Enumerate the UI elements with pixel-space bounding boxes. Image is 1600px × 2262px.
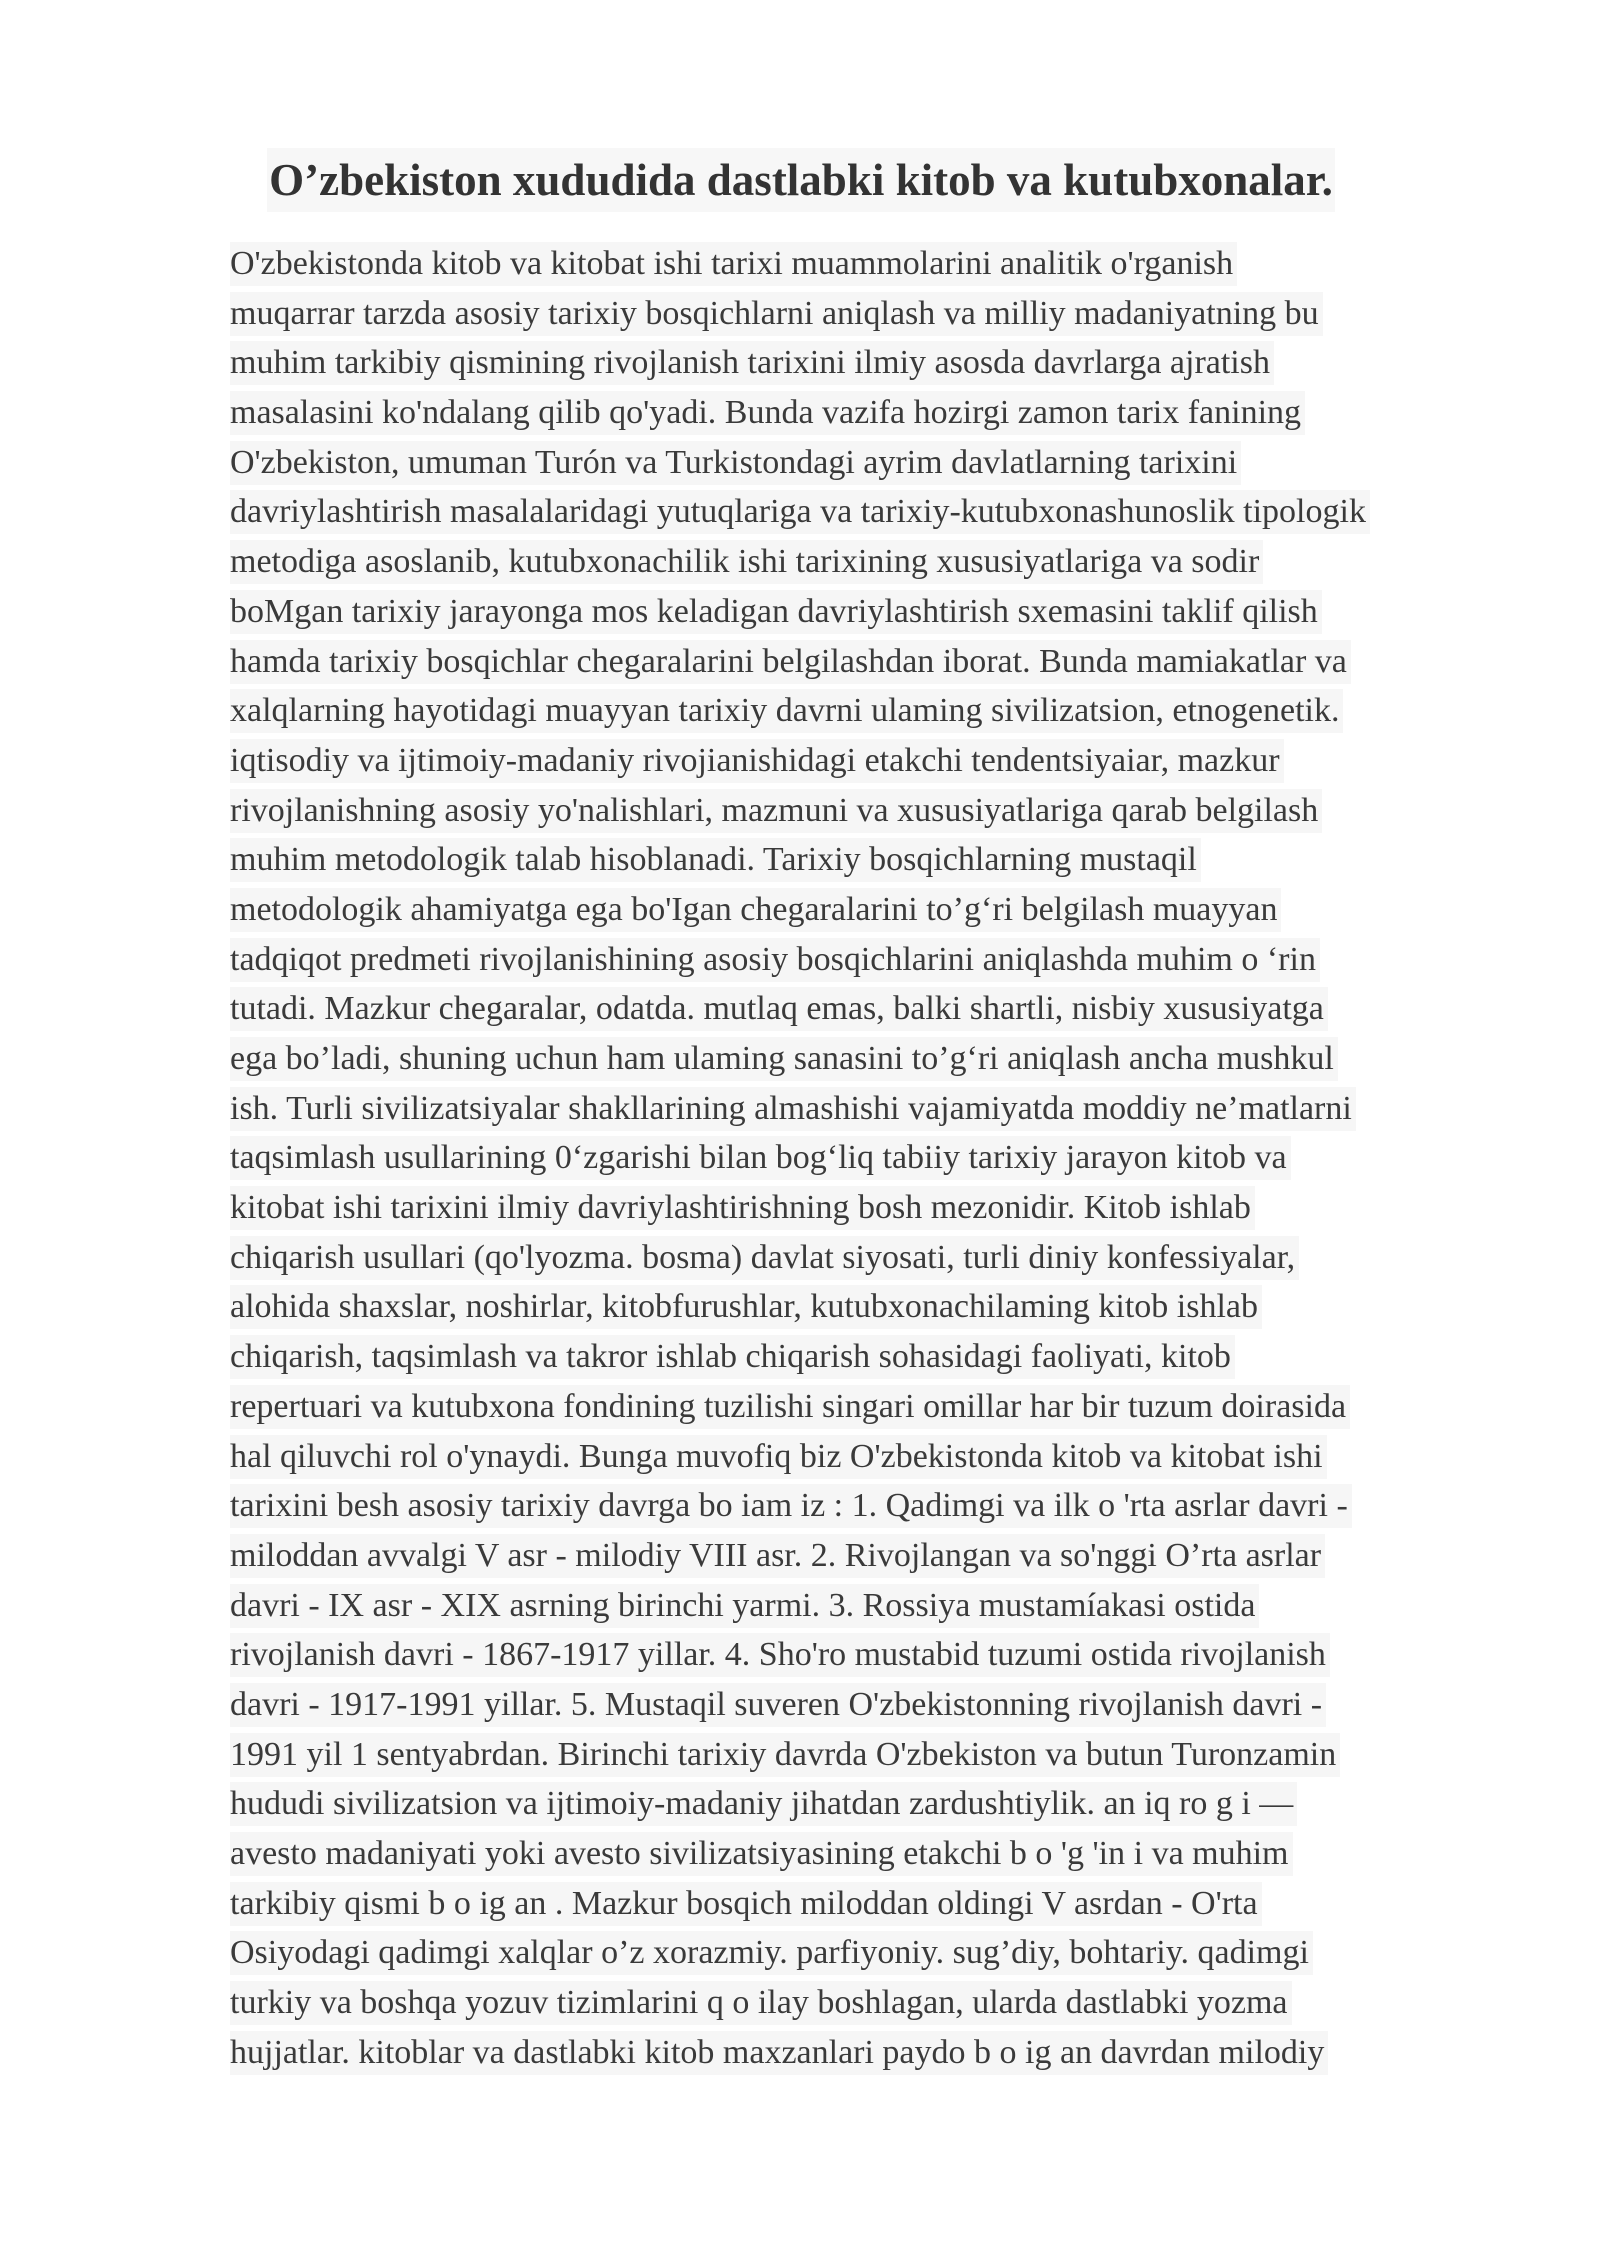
text-line [230,1136,1560,1186]
text-line [230,490,1560,540]
text-line [230,1882,1560,1932]
text-line-content: tutadi. Mazkur chegaralar, odatda. mutlaq emas, balki shartli, nisbiy xususiyatga [230,987,1328,1031]
text-line-content: muhim tarkibiy qismining rivojlanish tarixini ilmiy asosda davrlarga ajratish [230,341,1274,385]
text-line [230,1782,1560,1832]
text-line-content: metodologik ahamiyatga ega bo'Igan chegaralarini to’g‘ri belgilash muayyan [230,888,1281,932]
text-line-content: repertuari va kutubxona fondining tuzilishi singari omillar har bir tuzum doirasida [230,1385,1350,1429]
text-line [230,938,1560,988]
text-line-content: xalqlarning hayotidagi muayyan tarixiy davrni ulaming sivilizatsion, etnogenetik. [230,689,1343,733]
body-text [230,242,1560,2080]
text-line [230,1285,1560,1335]
text-line [230,739,1560,789]
text-line-content: muqarrar tarzda asosiy tarixiy bosqichlarni aniqlash va milliy madaniyatning bu [230,292,1323,336]
text-line [230,1484,1560,1534]
text-line [230,391,1560,441]
text-line-content: rivojlanish davri - 1867-1917 yillar. 4. Sho'ro mustabid tuzumi ostida rivojlanish [230,1633,1330,1677]
text-line-content: alohida shaxslar, noshirlar, kitobfurushlar, kutubxonachilaming kitob ishlab [230,1285,1262,1329]
text-line [230,1733,1560,1783]
text-line [230,1633,1560,1683]
text-line-content: iqtisodiy va ijtimoiy-madaniy rivojianishidagi etakchi tendentsiyaiar, mazkur [230,739,1284,783]
text-line [230,1683,1560,1733]
text-line-content: avesto madaniyati yoki avesto sivilizatsiyasining etakchi b o 'g 'in i va muhim [230,1832,1293,1876]
text-line-content: hamda tarixiy bosqichlar chegaralarini belgilashdan iborat. Bunda mamiakatlar va [230,640,1351,684]
text-line [230,1385,1560,1435]
text-line-content: chiqarish, taqsimlash va takror ishlab chiqarish sohasidagi faoliyati, kitob [230,1335,1235,1379]
text-line-content: turkiy va boshqa yozuv tizimlarini q o ilay boshlagan, ularda dastlabki yozma [230,1981,1292,2025]
text-line [230,640,1560,690]
text-line [230,1037,1560,1087]
text-line-content: ega bo’ladi, shuning uchun ham ulaming sanasini to’g‘ri aniqlash ancha mushkul [230,1037,1338,1081]
text-line [230,987,1560,1037]
text-line [230,689,1560,739]
text-line-content: metodiga asoslanib, kutubxonachilik ishi tarixining xususiyatlariga va sodir [230,540,1263,584]
text-line [230,1236,1560,1286]
text-line [230,341,1560,391]
text-line-content: boMgan tarixiy jarayonga mos keladigan davriylashtirish sxemasini taklif qilish [230,590,1322,634]
text-line-content: chiqarish usullari (qo'lyozma. bosma) davlat siyosati, turli diniy konfessiyalar, [230,1236,1299,1280]
text-line-content: rivojlanishning asosiy yo'nalishlari, mazmuni va xususiyatlariga qarab belgilash [230,789,1322,833]
text-line [230,1981,1560,2031]
text-line [230,1584,1560,1634]
text-line-content: davri - 1917-1991 yillar. 5. Mustaqil suveren O'zbekistonning rivojlanish davri - [230,1683,1326,1727]
text-line-content: Osiyodagi qadimgi xalqlar o’z xorazmiy. parfiyoniy. sug’diy, bohtariy. qadimgi [230,1931,1313,1975]
text-line [230,888,1560,938]
text-line-content: masalasini ko'ndalang qilib qo'yadi. Bunda vazifa hozirgi zamon tarix fanining [230,391,1305,435]
page-title: O’zbekiston xududida dastlabki kitob va kutubxonalar. [267,148,1335,212]
text-line-content: tarkibiy qismi b o ig an . Mazkur bosqich miloddan oldingi V asrdan - O'rta [230,1882,1262,1926]
text-line-content: hududi sivilizatsion va ijtimoiy-madaniy jihatdan zardushtiylik. an iq ro g i — [230,1782,1297,1826]
text-line-content: davri - IX asr - XIX asrning birinchi yarmi. 3. Rossiya mustamíakasi ostida [230,1584,1259,1628]
text-line-content: tarixini besh asosiy tarixiy davrga bo iam iz : 1. Qadimgi va ilk o 'rta asrlar davri - [230,1484,1352,1528]
text-line [230,540,1560,590]
text-line [230,242,1560,292]
text-line-content: ish. Turli sivilizatsiyalar shakllarining almashishi vajamiyatda moddiy ne’matlarni [230,1087,1356,1131]
text-line [230,1087,1560,1137]
text-line [230,1534,1560,1584]
text-line [230,838,1560,888]
text-line-content: hujjatlar. kitoblar va dastlabki kitob maxzanlari paydo b o ig an davrdan milodiy [230,2031,1328,2075]
text-line [230,1335,1560,1385]
text-line [230,292,1560,342]
text-line [230,441,1560,491]
text-line [230,1832,1560,1882]
text-line-content: kitobat ishi tarixini ilmiy davriylashtirishning bosh mezonidir. Kitob ishlab [230,1186,1255,1230]
text-line-content: miloddan avvalgi V asr - milodiy VIII asr. 2. Rivojlangan va so'nggi O’rta asrlar [230,1534,1325,1578]
text-line-content: tadqiqot predmeti rivojlanishining asosiy bosqichlarini aniqlashda muhim o ‘rin [230,938,1320,982]
text-line-content: muhim metodologik talab hisoblanadi. Tarixiy bosqichlarning mustaqil [230,838,1201,882]
text-line-content: O'zbekiston, umuman Turón va Turkistondagi ayrim davlatlarning tarixini [230,441,1241,485]
text-line [230,590,1560,640]
text-line [230,1931,1560,1981]
text-line [230,1186,1560,1236]
text-line [230,2031,1560,2081]
title-container [0,148,1600,212]
text-line-content: taqsimlash usullarining 0‘zgarishi bilan bog‘liq tabiiy tarixiy jarayon kitob va [230,1136,1291,1180]
text-line-content: 1991 yil 1 sentyabrdan. Birinchi tarixiy davrda O'zbekiston va butun Turonzamin [230,1733,1340,1777]
text-line [230,789,1560,839]
text-line-content: hal qiluvchi rol o'ynaydi. Bunga muvofiq biz O'zbekistonda kitob va kitobat ishi [230,1435,1327,1479]
text-line-content: davriylashtirish masalalaridagi yutuqlariga va tarixiy-kutubxonashunoslik tipologik [230,490,1370,534]
text-line [230,1435,1560,1485]
text-line-content: O'zbekistonda kitob va kitobat ishi tarixi muammolarini analitik o'rganish [230,242,1237,286]
